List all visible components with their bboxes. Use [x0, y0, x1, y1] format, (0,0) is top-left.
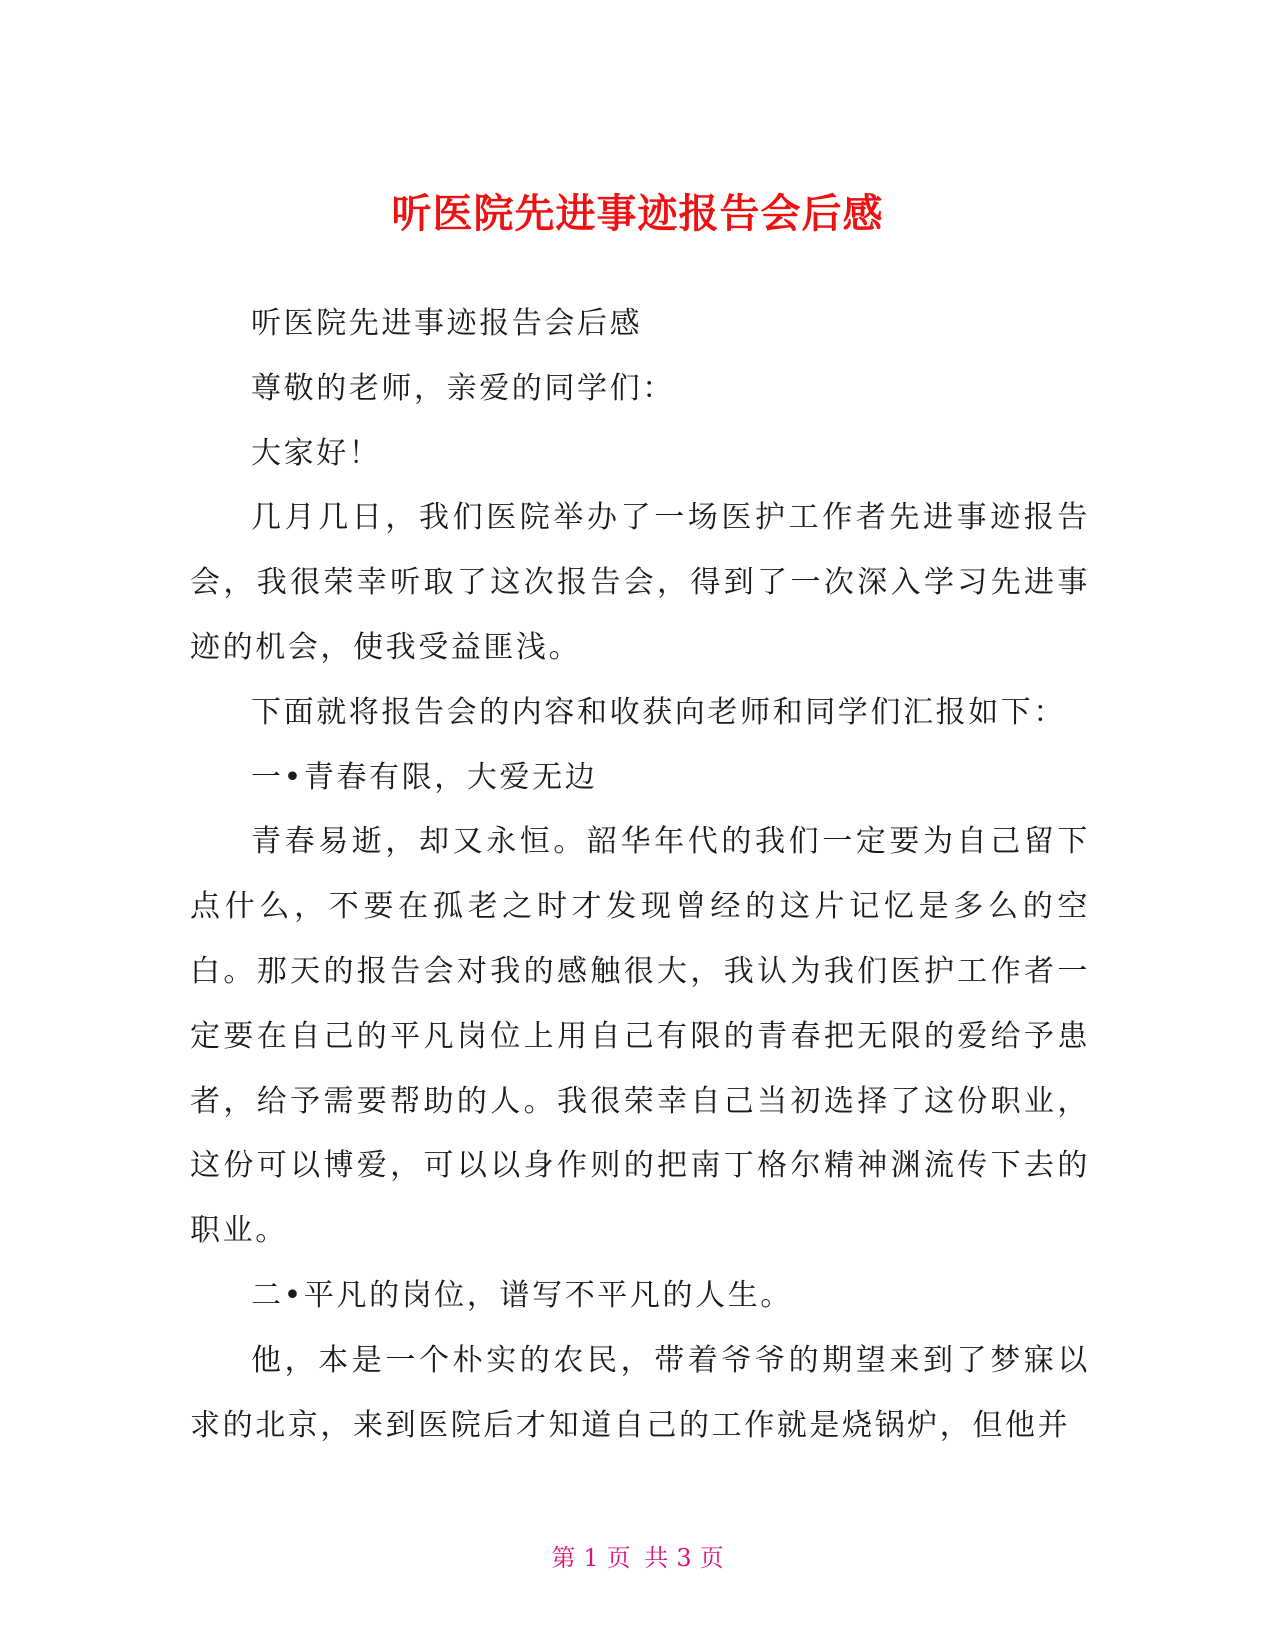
paragraph-heading: 听医院先进事迹报告会后感: [251, 306, 643, 341]
page-number-footer: [0, 1543, 1275, 1573]
footer-mid: 页 共: [606, 1544, 669, 1572]
footer-suffix: 页: [699, 1544, 724, 1572]
footer-current-page: 1: [583, 1544, 599, 1572]
paragraph-greeting: 大家好！: [251, 435, 382, 471]
paragraph-section-two: 他，本是一个朴实的农民，带着爷爷的期望来到了梦寐以求的北京，来到医院后才知道自己的工作就是烧锅炉，但他并: [190, 1342, 1090, 1443]
document-body: [190, 292, 1090, 1458]
document-title: 听医院先进事迹报告会后感: [391, 190, 884, 237]
paragraph-intro: 几月几日，我们医院举办了一场医护工作者先进事迹报告会，我很荣幸听取了这次报告会，得到了一次深入学习先进事迹的机会，使我受益匪浅。: [190, 500, 1090, 665]
paragraph-transition: 下面就将报告会的内容和收获向老师和同学们汇报如下：: [251, 694, 1066, 730]
paragraph-salutation: 尊敬的老师，亲爱的同学们：: [251, 370, 675, 406]
paragraph-section-one: 青春易逝，却又永恒。韶华年代的我们一定要为自己留下点什么，不要在孤老之时才发现曾经的这片记忆是多么的空白。那天的报告会对我的感触很大，我认为我们医护工作者一定要在自己的平凡岗位上用自己有限的青春把无限的爱给予患者，给予需要帮助的人。我很荣幸自己当初选择了这份职业，这份可以博爱，可以以身作则的把南丁格尔精神渊流传下去的职业。: [190, 824, 1090, 1249]
footer-total-pages: 3: [676, 1544, 692, 1572]
section-heading-one: 一•青春有限，大爱无边: [251, 759, 598, 795]
footer-prefix: 第: [551, 1544, 576, 1572]
section-heading-two: 二•平凡的岗位，谱写不平凡的人生。: [251, 1277, 793, 1313]
